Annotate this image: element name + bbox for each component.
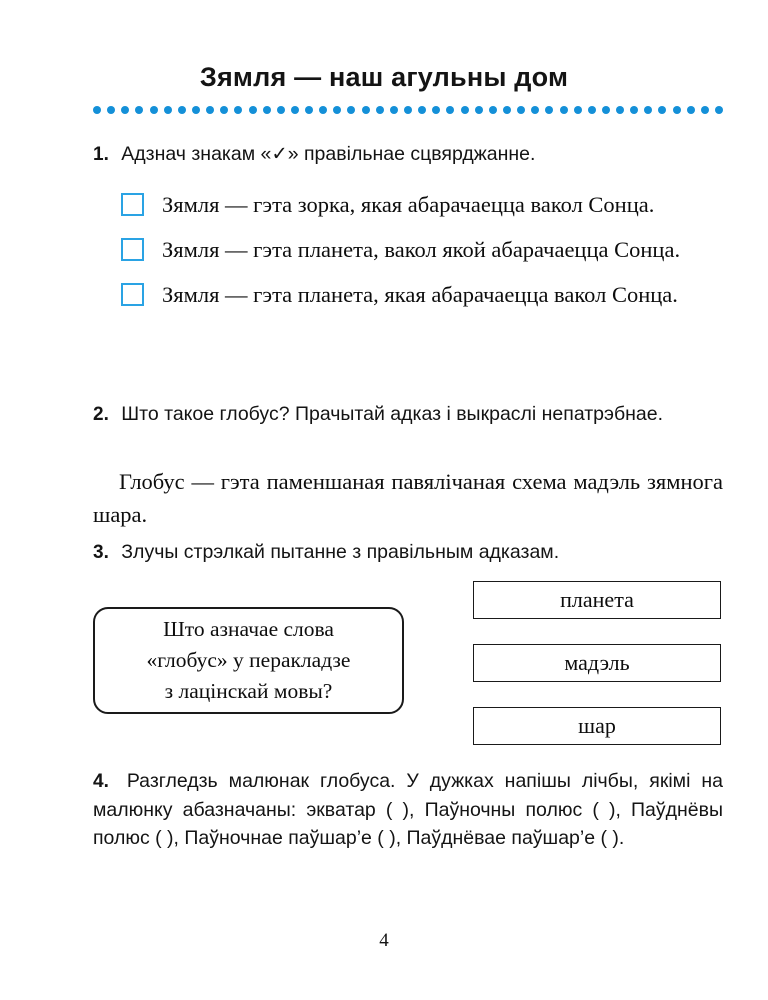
matching-answer-label: шар <box>578 713 616 738</box>
divider-dot <box>503 106 511 114</box>
matching-answer-label: планета <box>560 587 634 612</box>
exercise-4-prompt-text[interactable]: Разгледзь малюнак глобуса. У дужках напішы лічбы, якімі на малюнку абазначаны: экватар ( ), Паўночны полюс ( ), Паўднёвы полюс ( ), Паўночнае паўшар’е ( ), Паўднёвае паўшар’е ( ). <box>93 770 723 849</box>
divider-dot <box>93 106 101 114</box>
matching-question-line-3: з лацінскай мовы? <box>164 679 333 703</box>
matching-answer-box[interactable] <box>473 581 721 619</box>
divider-dot <box>206 106 214 114</box>
matching-question-line-2: «глобус» у перакладзе <box>146 648 351 672</box>
divider-dot <box>362 106 370 114</box>
exercise-3-prompt-text: Злучы стрэлкай пытанне з правільным адказам. <box>121 541 560 563</box>
divider-dot <box>192 106 200 114</box>
matching-answer-label: мадэль <box>564 650 630 675</box>
divider-dot <box>644 106 652 114</box>
exercise-2-prompt <box>93 400 723 429</box>
divider-dot <box>291 106 299 114</box>
divider-dot <box>489 106 497 114</box>
divider-dot <box>418 106 426 114</box>
exercise-1-prompt-text: Адзнач знакам «✓» правільнае сцвярджанне. <box>121 143 536 165</box>
page-title: Зямля — наш агульны дом <box>199 62 569 92</box>
divider-dot <box>673 106 681 114</box>
divider-dot <box>560 106 568 114</box>
exercise-4-number: 4. <box>93 771 109 792</box>
divider-dot <box>574 106 582 114</box>
divider-dot <box>602 106 610 114</box>
divider-dot <box>616 106 624 114</box>
exercise-1-number: 1. <box>93 144 109 165</box>
divider-dot <box>121 106 129 114</box>
list-item[interactable] <box>121 188 723 224</box>
divider-dot <box>461 106 469 114</box>
divider-dot <box>164 106 172 114</box>
divider-dot <box>249 106 257 114</box>
divider-dot <box>234 106 242 114</box>
divider-dot <box>220 106 228 114</box>
exercise-2-number: 2. <box>93 404 109 425</box>
matching-question-box[interactable] <box>93 607 404 714</box>
exercise-4-prompt <box>93 767 723 852</box>
exercise-1-prompt <box>93 140 723 169</box>
divider-dot <box>376 106 384 114</box>
divider-dot <box>390 106 398 114</box>
divider-dot <box>715 106 723 114</box>
divider-dot <box>701 106 709 114</box>
exercise-3-number: 3. <box>93 542 109 563</box>
divider-dot <box>333 106 341 114</box>
divider-dot <box>319 106 327 114</box>
divider-dot <box>263 106 271 114</box>
exercise-1-option-list <box>121 188 723 323</box>
matching-answer-box[interactable] <box>473 707 721 745</box>
checkbox-icon[interactable] <box>121 193 144 216</box>
exercise-2-answer-text[interactable]: Глобус — гэта паменшаная павялічаная схема мадэль зямнога шара. <box>93 469 723 527</box>
divider-dot <box>178 106 186 114</box>
option-label: Зямля — гэта планета, вакол якой абарачаецца Сонца. <box>162 237 681 262</box>
page-number: 4 <box>379 930 389 951</box>
checkbox-icon[interactable] <box>121 283 144 306</box>
dotted-divider-icon <box>93 106 723 115</box>
list-item[interactable] <box>121 233 723 269</box>
checkbox-icon[interactable] <box>121 238 144 261</box>
divider-dot <box>545 106 553 114</box>
option-label: Зямля — гэта планета, якая абарачаецца вакол Сонца. <box>162 282 678 307</box>
divider-dot <box>687 106 695 114</box>
divider-dot <box>107 106 115 114</box>
list-item[interactable] <box>121 278 723 314</box>
divider-dot <box>150 106 158 114</box>
divider-dot <box>135 106 143 114</box>
matching-answer-box[interactable] <box>473 644 721 682</box>
option-label: Зямля — гэта зорка, якая абарачаецца вакол Сонца. <box>162 192 655 217</box>
divider-dot <box>531 106 539 114</box>
exercise-3-matching-area <box>0 578 768 748</box>
divider-dot <box>630 106 638 114</box>
exercise-3-prompt <box>93 538 723 567</box>
divider-dot <box>588 106 596 114</box>
exercise-2-prompt-text: Што такое глобус? Прачытай адказ і выкраслі непатрэбнае. <box>121 403 664 425</box>
matching-question-line-1: Што азначае слова <box>163 617 334 641</box>
divider-dot <box>277 106 285 114</box>
divider-dot <box>658 106 666 114</box>
divider-dot <box>404 106 412 114</box>
divider-dot <box>432 106 440 114</box>
divider-dot <box>305 106 313 114</box>
matching-question-text <box>139 614 359 707</box>
divider-dot <box>347 106 355 114</box>
divider-dot <box>517 106 525 114</box>
divider-dot <box>446 106 454 114</box>
divider-dot <box>475 106 483 114</box>
